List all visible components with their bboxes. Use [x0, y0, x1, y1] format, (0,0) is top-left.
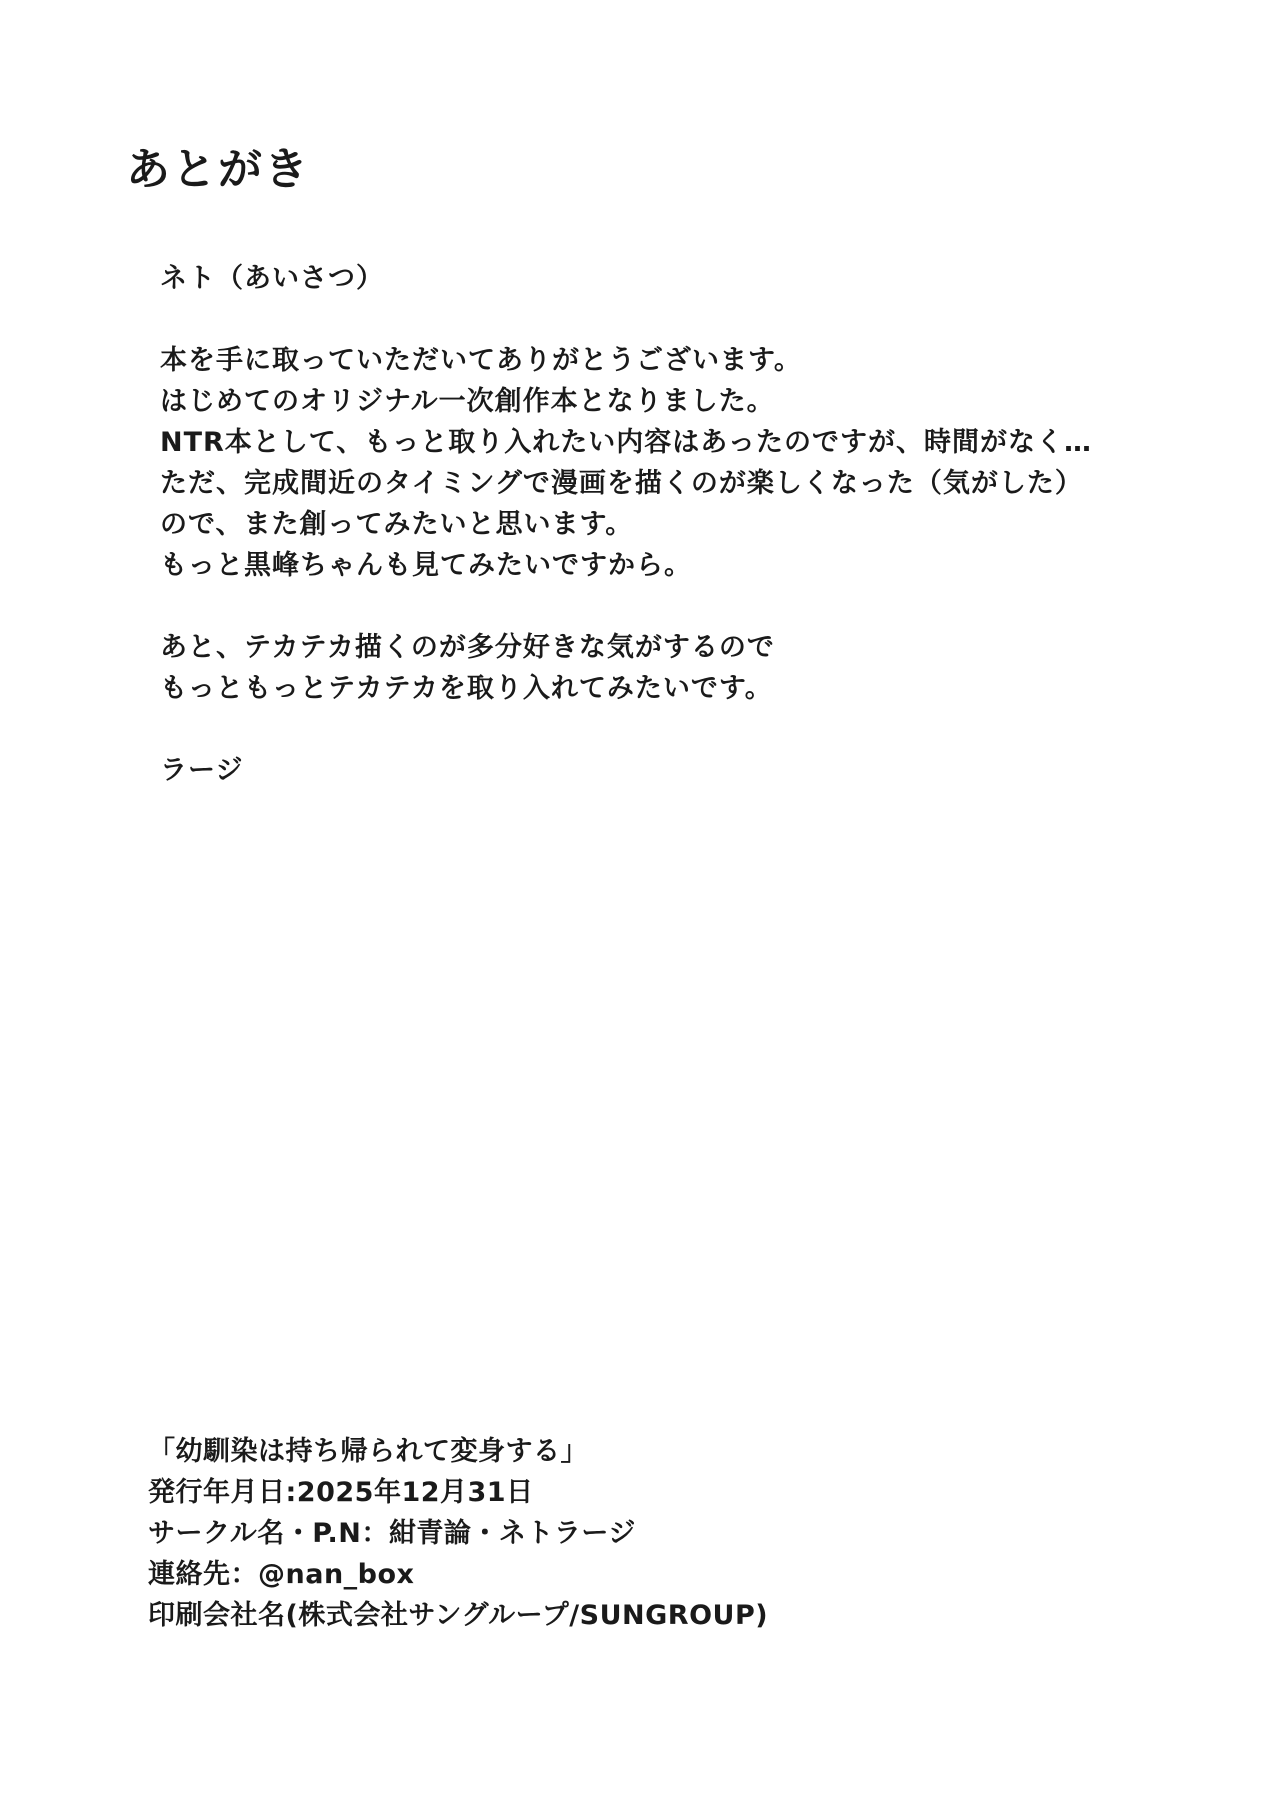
spacer	[160, 709, 1160, 750]
body-line: はじめてのオリジナル一次創作本となりました。	[160, 386, 775, 417]
body-line: 本を手に取っていただいてありがとうございます。	[160, 345, 802, 376]
signature: ラージ	[160, 755, 244, 786]
greeting-line: ネト（あいさつ）	[160, 263, 384, 294]
colophon	[148, 1431, 1048, 1636]
colophon-book-title: 「幼馴染は持ち帰られて変身する」	[148, 1436, 588, 1467]
body-line: ただ、完成間近のタイミングで漫画を描くのが楽しくなった（気がした）	[160, 468, 1083, 499]
colophon-circle: サークル名・P.N：紺青論・ネトラージ	[148, 1518, 636, 1549]
colophon-publish-date: 発行年月日:2025年12月31日	[148, 1477, 534, 1508]
afterword-title: あとがき	[126, 144, 310, 195]
colophon-contact: 連絡先：@nan_box	[148, 1559, 415, 1590]
spacer	[160, 586, 1160, 627]
colophon-printer: 印刷会社名(株式会社サングループ/SUNGROUP)	[148, 1600, 769, 1631]
body-line: ので、また創ってみたいと思います。	[160, 509, 634, 540]
body-line: もっともっとテカテカを取り入れてみたいです。	[160, 673, 773, 704]
body-line: あと、テカテカ描くのが多分好きな気がするので	[160, 632, 775, 663]
afterword-body	[160, 258, 1160, 791]
body-line: もっと黒峰ちゃんも見てみたいですから。	[160, 550, 692, 581]
spacer	[160, 299, 1160, 340]
body-line: NTR本として、もっと取り入れたい内容はあったのですが、時間がなく…	[160, 427, 1092, 458]
